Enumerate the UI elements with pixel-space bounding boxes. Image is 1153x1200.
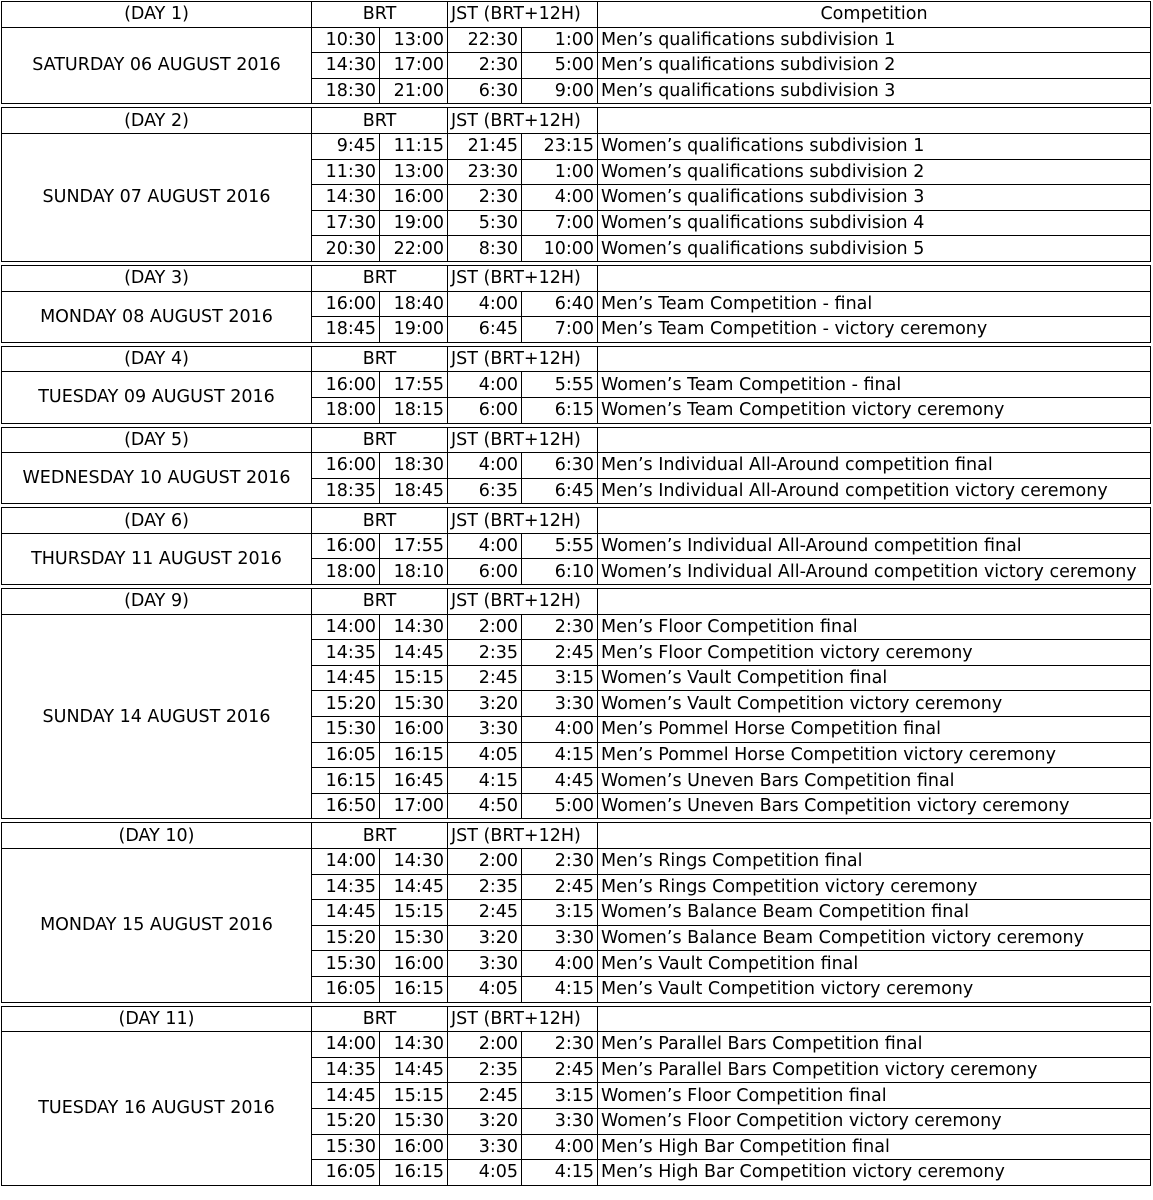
jst-end: 4:15 <box>522 742 598 768</box>
brt-end: 13:00 <box>380 159 448 185</box>
event-row <box>2 453 1151 479</box>
jst-start: 6:30 <box>448 78 522 104</box>
day-header-row <box>2 589 1151 615</box>
brt-start: 18:30 <box>312 78 380 104</box>
brt-end: 11:15 <box>380 133 448 159</box>
day-header-row <box>2 108 1151 134</box>
brt-end: 22:00 <box>380 236 448 262</box>
jst-start: 6:00 <box>448 397 522 423</box>
day-date: THURSDAY 11 AUGUST 2016 <box>2 533 312 584</box>
day-label: (DAY 1) <box>2 2 312 28</box>
brt-header: BRT <box>312 508 448 534</box>
competition-header: Competition <box>598 2 1151 28</box>
competition-name: Men’s Pommel Horse Competition final <box>598 717 1151 743</box>
day-date: SUNDAY 07 AUGUST 2016 <box>2 133 312 261</box>
competition-name: Women’s Individual All-Around competition final <box>598 533 1151 559</box>
brt-end: 18:15 <box>380 397 448 423</box>
jst-end: 5:00 <box>522 53 598 79</box>
competition-name: Women’s qualifications subdivision 3 <box>598 185 1151 211</box>
jst-start: 8:30 <box>448 236 522 262</box>
jst-start: 2:35 <box>448 874 522 900</box>
jst-end: 6:10 <box>522 559 598 585</box>
jst-start: 6:35 <box>448 478 522 504</box>
jst-start: 4:50 <box>448 793 522 819</box>
brt-end: 19:00 <box>380 210 448 236</box>
brt-end: 16:15 <box>380 742 448 768</box>
competition-name: Women’s Vault Competition victory ceremony <box>598 691 1151 717</box>
jst-end: 3:30 <box>522 691 598 717</box>
jst-start: 2:30 <box>448 53 522 79</box>
brt-start: 14:35 <box>312 1057 380 1083</box>
schedule-table <box>1 1 1151 1186</box>
brt-end: 14:30 <box>380 849 448 875</box>
jst-header: JST (BRT+12H) <box>448 508 598 534</box>
jst-end: 3:15 <box>522 665 598 691</box>
day-label: (DAY 9) <box>2 589 312 615</box>
competition-name: Women’s Floor Competition victory ceremony <box>598 1108 1151 1134</box>
brt-header: BRT <box>312 1006 448 1032</box>
brt-start: 18:00 <box>312 559 380 585</box>
competition-name: Men’s High Bar Competition victory ceremony <box>598 1160 1151 1186</box>
brt-start: 14:00 <box>312 614 380 640</box>
jst-end: 6:40 <box>522 291 598 317</box>
brt-start: 14:30 <box>312 53 380 79</box>
brt-end: 15:30 <box>380 1108 448 1134</box>
brt-header: BRT <box>312 346 448 372</box>
brt-header: BRT <box>312 823 448 849</box>
event-row <box>2 291 1151 317</box>
brt-start: 15:20 <box>312 691 380 717</box>
brt-end: 16:15 <box>380 1160 448 1186</box>
day-label: (DAY 10) <box>2 823 312 849</box>
brt-start: 18:00 <box>312 397 380 423</box>
competition-name: Women’s Uneven Bars Competition victory ceremony <box>598 793 1151 819</box>
jst-end: 5:55 <box>522 533 598 559</box>
competition-header <box>598 108 1151 134</box>
competition-name: Men’s Floor Competition victory ceremony <box>598 640 1151 666</box>
brt-end: 15:15 <box>380 1083 448 1109</box>
competition-header <box>598 427 1151 453</box>
jst-start: 4:00 <box>448 291 522 317</box>
brt-end: 19:00 <box>380 317 448 343</box>
event-row <box>2 27 1151 53</box>
jst-end: 4:00 <box>522 951 598 977</box>
brt-start: 14:35 <box>312 640 380 666</box>
competition-header <box>598 265 1151 291</box>
brt-start: 10:30 <box>312 27 380 53</box>
jst-header: JST (BRT+12H) <box>448 427 598 453</box>
brt-end: 16:00 <box>380 185 448 211</box>
jst-end: 4:15 <box>522 976 598 1002</box>
jst-end: 2:45 <box>522 640 598 666</box>
brt-start: 15:30 <box>312 951 380 977</box>
jst-end: 5:55 <box>522 372 598 398</box>
day-date: WEDNESDAY 10 AUGUST 2016 <box>2 453 312 504</box>
brt-end: 17:00 <box>380 793 448 819</box>
schedule-body <box>2 2 1151 1186</box>
jst-end: 4:00 <box>522 1134 598 1160</box>
competition-name: Women’s Uneven Bars Competition final <box>598 768 1151 794</box>
jst-start: 23:30 <box>448 159 522 185</box>
competition-name: Men’s qualifications subdivision 1 <box>598 27 1151 53</box>
day-label: (DAY 4) <box>2 346 312 372</box>
jst-start: 4:00 <box>448 372 522 398</box>
brt-start: 16:05 <box>312 1160 380 1186</box>
brt-end: 18:10 <box>380 559 448 585</box>
competition-header <box>598 1006 1151 1032</box>
competition-name: Men’s Team Competition - victory ceremony <box>598 317 1151 343</box>
competition-name: Women’s Balance Beam Competition victory ceremony <box>598 925 1151 951</box>
day-header-row <box>2 427 1151 453</box>
jst-header: JST (BRT+12H) <box>448 346 598 372</box>
day-header-row <box>2 823 1151 849</box>
jst-start: 4:00 <box>448 453 522 479</box>
competition-name: Men’s Parallel Bars Competition final <box>598 1032 1151 1058</box>
jst-start: 4:05 <box>448 976 522 1002</box>
brt-end: 14:45 <box>380 1057 448 1083</box>
competition-name: Women’s Team Competition victory ceremony <box>598 397 1151 423</box>
jst-end: 3:15 <box>522 900 598 926</box>
day-label: (DAY 6) <box>2 508 312 534</box>
brt-end: 14:30 <box>380 614 448 640</box>
brt-end: 16:15 <box>380 976 448 1002</box>
jst-header: JST (BRT+12H) <box>448 2 598 28</box>
jst-end: 4:45 <box>522 768 598 794</box>
competition-name: Women’s qualifications subdivision 5 <box>598 236 1151 262</box>
jst-header: JST (BRT+12H) <box>448 1006 598 1032</box>
jst-start: 3:30 <box>448 951 522 977</box>
competition-name: Men’s High Bar Competition final <box>598 1134 1151 1160</box>
brt-start: 14:30 <box>312 185 380 211</box>
jst-start: 3:20 <box>448 1108 522 1134</box>
jst-end: 23:15 <box>522 133 598 159</box>
brt-header: BRT <box>312 108 448 134</box>
brt-end: 17:55 <box>380 533 448 559</box>
jst-header: JST (BRT+12H) <box>448 589 598 615</box>
event-row <box>2 133 1151 159</box>
brt-end: 13:00 <box>380 27 448 53</box>
brt-start: 16:05 <box>312 742 380 768</box>
jst-end: 3:30 <box>522 925 598 951</box>
brt-start: 14:45 <box>312 665 380 691</box>
jst-start: 2:45 <box>448 900 522 926</box>
competition-name: Men’s Floor Competition final <box>598 614 1151 640</box>
competition-name: Men’s qualifications subdivision 2 <box>598 53 1151 79</box>
jst-start: 2:00 <box>448 849 522 875</box>
jst-start: 2:00 <box>448 1032 522 1058</box>
brt-start: 16:15 <box>312 768 380 794</box>
brt-start: 17:30 <box>312 210 380 236</box>
competition-name: Women’s Balance Beam Competition final <box>598 900 1151 926</box>
competition-header <box>598 508 1151 534</box>
brt-start: 16:00 <box>312 372 380 398</box>
jst-end: 4:15 <box>522 1160 598 1186</box>
brt-start: 14:00 <box>312 849 380 875</box>
brt-header: BRT <box>312 2 448 28</box>
brt-end: 16:00 <box>380 951 448 977</box>
jst-start: 6:00 <box>448 559 522 585</box>
jst-start: 4:05 <box>448 742 522 768</box>
brt-end: 15:30 <box>380 925 448 951</box>
jst-start: 4:05 <box>448 1160 522 1186</box>
jst-end: 1:00 <box>522 159 598 185</box>
jst-end: 4:00 <box>522 185 598 211</box>
brt-end: 21:00 <box>380 78 448 104</box>
brt-end: 18:40 <box>380 291 448 317</box>
event-row <box>2 849 1151 875</box>
jst-start: 5:30 <box>448 210 522 236</box>
jst-end: 6:15 <box>522 397 598 423</box>
competition-name: Men’s Pommel Horse Competition victory ceremony <box>598 742 1151 768</box>
competition-name: Women’s qualifications subdivision 4 <box>598 210 1151 236</box>
jst-end: 1:00 <box>522 27 598 53</box>
jst-start: 21:45 <box>448 133 522 159</box>
day-header-row <box>2 346 1151 372</box>
jst-start: 22:30 <box>448 27 522 53</box>
brt-start: 18:45 <box>312 317 380 343</box>
jst-end: 6:45 <box>522 478 598 504</box>
brt-start: 15:20 <box>312 925 380 951</box>
day-date: TUESDAY 16 AUGUST 2016 <box>2 1032 312 1186</box>
brt-end: 15:15 <box>380 900 448 926</box>
brt-start: 15:30 <box>312 1134 380 1160</box>
brt-start: 16:00 <box>312 291 380 317</box>
brt-end: 14:45 <box>380 874 448 900</box>
jst-start: 3:30 <box>448 1134 522 1160</box>
competition-name: Women’s qualifications subdivision 1 <box>598 133 1151 159</box>
brt-end: 18:45 <box>380 478 448 504</box>
jst-start: 2:45 <box>448 665 522 691</box>
day-date: MONDAY 08 AUGUST 2016 <box>2 291 312 342</box>
jst-end: 5:00 <box>522 793 598 819</box>
day-date: TUESDAY 09 AUGUST 2016 <box>2 372 312 423</box>
brt-end: 17:00 <box>380 53 448 79</box>
brt-start: 9:45 <box>312 133 380 159</box>
day-date: SUNDAY 14 AUGUST 2016 <box>2 614 312 819</box>
jst-start: 3:30 <box>448 717 522 743</box>
competition-header <box>598 346 1151 372</box>
jst-header: JST (BRT+12H) <box>448 823 598 849</box>
jst-end: 3:15 <box>522 1083 598 1109</box>
jst-start: 2:00 <box>448 614 522 640</box>
brt-end: 16:00 <box>380 1134 448 1160</box>
competition-header <box>598 823 1151 849</box>
day-date: SATURDAY 06 AUGUST 2016 <box>2 27 312 104</box>
jst-end: 2:30 <box>522 849 598 875</box>
jst-end: 6:30 <box>522 453 598 479</box>
jst-end: 2:30 <box>522 614 598 640</box>
jst-end: 2:45 <box>522 874 598 900</box>
competition-name: Men’s Rings Competition victory ceremony <box>598 874 1151 900</box>
jst-start: 3:20 <box>448 925 522 951</box>
competition-name: Men’s qualifications subdivision 3 <box>598 78 1151 104</box>
competition-name: Men’s Parallel Bars Competition victory ceremony <box>598 1057 1151 1083</box>
brt-start: 16:00 <box>312 533 380 559</box>
brt-end: 16:45 <box>380 768 448 794</box>
competition-name: Women’s Team Competition - final <box>598 372 1151 398</box>
brt-end: 18:30 <box>380 453 448 479</box>
jst-end: 2:45 <box>522 1057 598 1083</box>
competition-name: Women’s Individual All-Around competition victory ceremony <box>598 559 1151 585</box>
event-row <box>2 1032 1151 1058</box>
day-header-row <box>2 2 1151 28</box>
day-label: (DAY 2) <box>2 108 312 134</box>
day-date: MONDAY 15 AUGUST 2016 <box>2 849 312 1003</box>
competition-name: Women’s Vault Competition final <box>598 665 1151 691</box>
brt-start: 16:05 <box>312 976 380 1002</box>
brt-start: 15:20 <box>312 1108 380 1134</box>
jst-end: 3:30 <box>522 1108 598 1134</box>
brt-end: 15:15 <box>380 665 448 691</box>
competition-name: Women’s qualifications subdivision 2 <box>598 159 1151 185</box>
competition-header <box>598 589 1151 615</box>
brt-header: BRT <box>312 589 448 615</box>
brt-start: 14:00 <box>312 1032 380 1058</box>
competition-name: Men’s Vault Competition final <box>598 951 1151 977</box>
brt-start: 20:30 <box>312 236 380 262</box>
competition-name: Men’s Rings Competition final <box>598 849 1151 875</box>
day-header-row <box>2 1006 1151 1032</box>
event-row <box>2 372 1151 398</box>
brt-end: 14:45 <box>380 640 448 666</box>
brt-start: 18:35 <box>312 478 380 504</box>
jst-end: 2:30 <box>522 1032 598 1058</box>
jst-start: 2:45 <box>448 1083 522 1109</box>
jst-end: 4:00 <box>522 717 598 743</box>
brt-end: 17:55 <box>380 372 448 398</box>
jst-start: 4:00 <box>448 533 522 559</box>
jst-start: 2:30 <box>448 185 522 211</box>
jst-start: 2:35 <box>448 1057 522 1083</box>
jst-start: 4:15 <box>448 768 522 794</box>
competition-name: Men’s Individual All-Around competition victory ceremony <box>598 478 1151 504</box>
jst-start: 6:45 <box>448 317 522 343</box>
jst-start: 3:20 <box>448 691 522 717</box>
brt-start: 14:45 <box>312 1083 380 1109</box>
brt-end: 16:00 <box>380 717 448 743</box>
competition-name: Women’s Floor Competition final <box>598 1083 1151 1109</box>
brt-header: BRT <box>312 427 448 453</box>
event-row <box>2 533 1151 559</box>
competition-name: Men’s Vault Competition victory ceremony <box>598 976 1151 1002</box>
day-header-row <box>2 265 1151 291</box>
day-label: (DAY 5) <box>2 427 312 453</box>
brt-header: BRT <box>312 265 448 291</box>
jst-header: JST (BRT+12H) <box>448 108 598 134</box>
brt-end: 15:30 <box>380 691 448 717</box>
jst-start: 2:35 <box>448 640 522 666</box>
brt-start: 11:30 <box>312 159 380 185</box>
event-row <box>2 614 1151 640</box>
brt-start: 16:50 <box>312 793 380 819</box>
brt-start: 14:35 <box>312 874 380 900</box>
jst-end: 7:00 <box>522 210 598 236</box>
day-header-row <box>2 508 1151 534</box>
day-label: (DAY 11) <box>2 1006 312 1032</box>
brt-start: 14:45 <box>312 900 380 926</box>
brt-start: 16:00 <box>312 453 380 479</box>
jst-end: 7:00 <box>522 317 598 343</box>
brt-start: 15:30 <box>312 717 380 743</box>
jst-end: 10:00 <box>522 236 598 262</box>
competition-name: Men’s Team Competition - final <box>598 291 1151 317</box>
brt-end: 14:30 <box>380 1032 448 1058</box>
competition-name: Men’s Individual All-Around competition final <box>598 453 1151 479</box>
jst-end: 9:00 <box>522 78 598 104</box>
jst-header: JST (BRT+12H) <box>448 265 598 291</box>
day-label: (DAY 3) <box>2 265 312 291</box>
